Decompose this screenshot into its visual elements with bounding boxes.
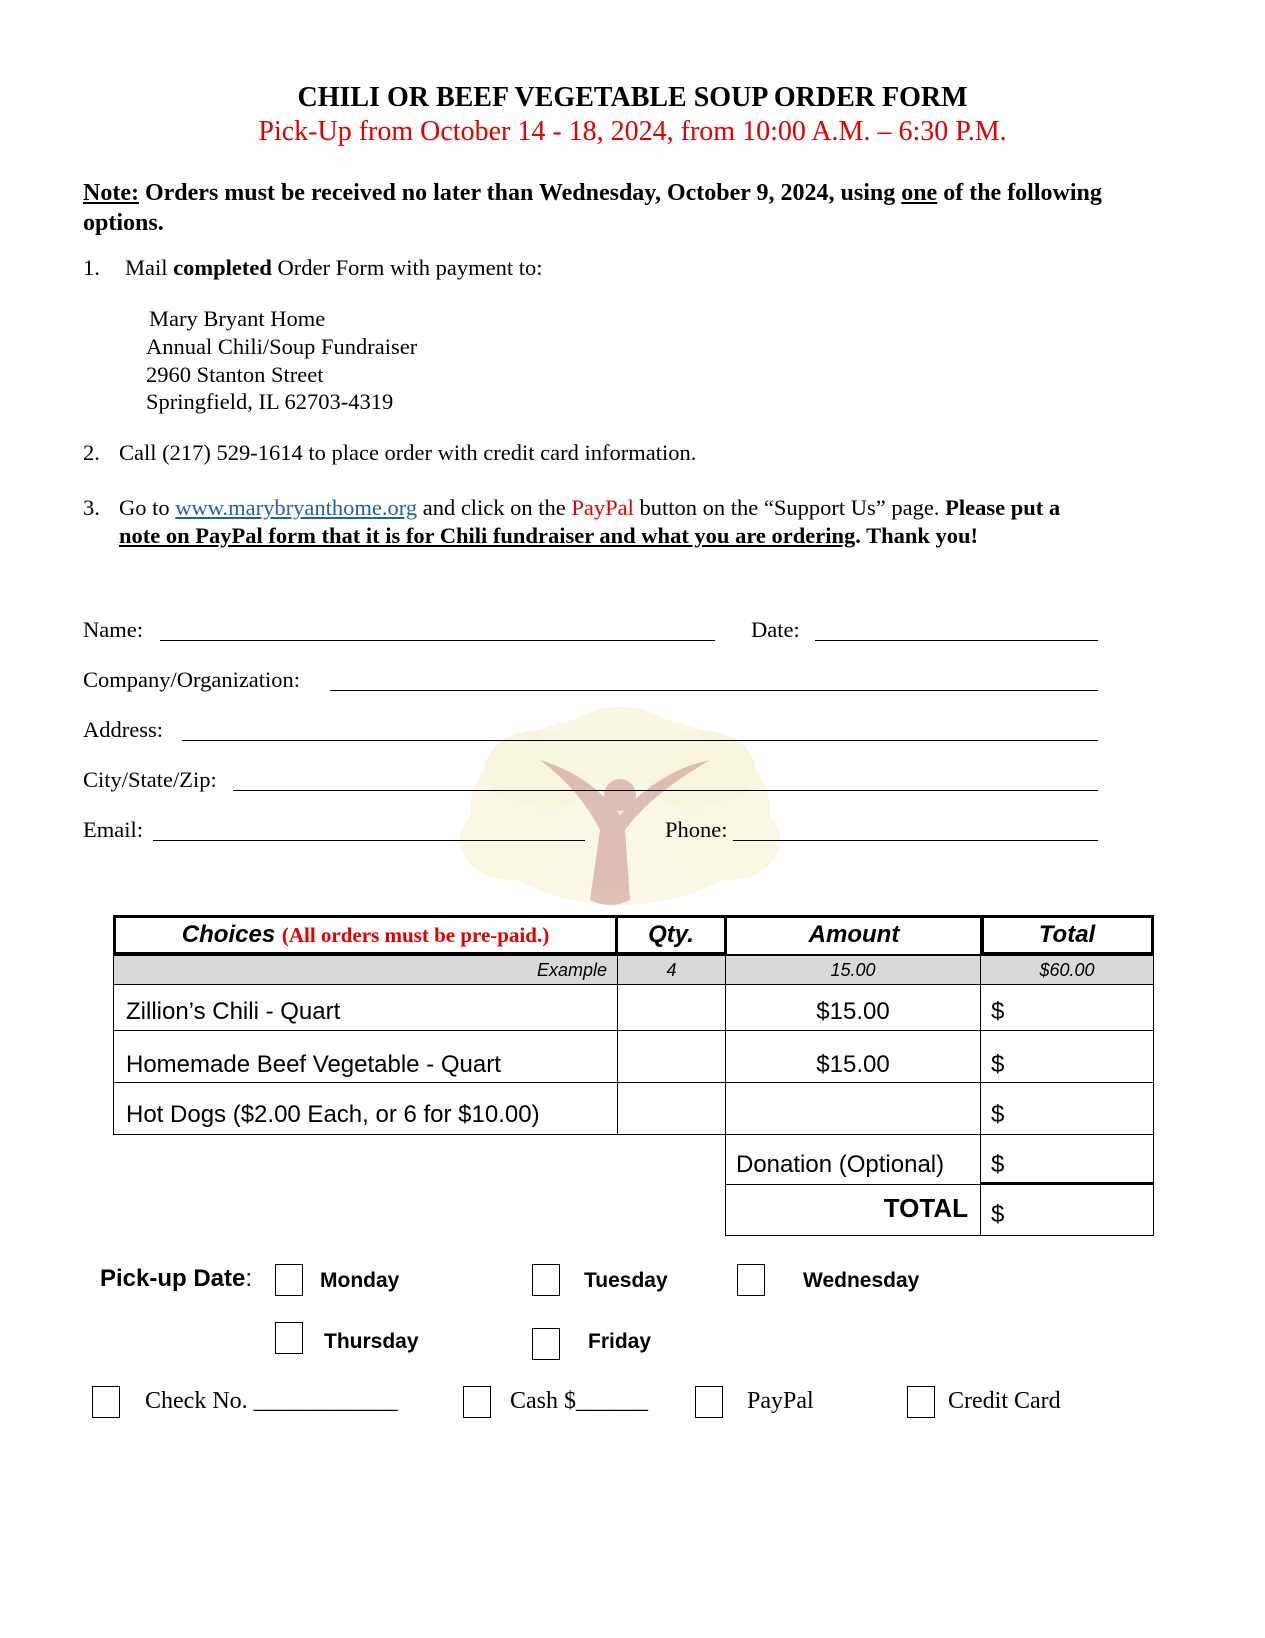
option-2-number: 2. [83,440,100,465]
phone-label: Phone: [665,817,728,842]
email-label: Email: [83,817,143,842]
tuesday-checkbox[interactable] [532,1264,560,1296]
header-choices-label: Choices [181,921,276,948]
credit-card-checkbox[interactable] [907,1386,935,1418]
address-line-2: Annual Chili/Soup Fundraiser [146,334,418,359]
qty-hot-dogs[interactable] [617,1082,726,1135]
donation-label: Donation (Optional) [725,1134,981,1185]
total-hot-dogs[interactable]: $ [980,1082,1154,1135]
opt3-bold: Please put a [945,495,1061,520]
example-label: Example [113,955,618,985]
qty-beef-vegetable[interactable] [617,1030,726,1083]
amount-beef-vegetable: $15.00 [725,1030,981,1083]
grand-total-value[interactable]: $ [980,1184,1154,1236]
header-choices [113,915,618,955]
option-3-number: 3. [83,495,100,520]
amount-hot-dogs [725,1082,981,1135]
opt3-paypal: PayPal [571,495,634,520]
cash-label: Cash $______ [510,1388,648,1414]
total-chili[interactable]: $ [980,984,1154,1031]
monday-checkbox[interactable] [275,1264,303,1296]
header-qty: Qty. [615,915,727,955]
opt3-line2-b: . Thank you! [855,523,979,548]
opt1-a: Mail [125,255,174,280]
paypal-label: PayPal [747,1388,814,1414]
check-number-label: Check No. ____________ [145,1388,398,1414]
prepaid-note: (All orders must be pre-paid.) [281,923,550,947]
address-line-3: 2960 Stanton Street [146,362,324,387]
example-amount: 15.00 [725,955,981,985]
opt3-b: and click on the [417,495,572,520]
email-input-line[interactable] [153,840,585,841]
option-1-number: 1. [83,255,100,280]
date-input-line[interactable] [815,640,1098,641]
option-1-text [125,255,542,281]
friday-label: Friday [588,1330,652,1353]
order-deadline-note [83,178,1183,238]
header-choices-text [116,918,615,952]
note-label: Note: [83,180,139,206]
monday-label: Monday [320,1269,400,1292]
address-line-4: Springfield, IL 62703-4319 [146,389,394,414]
city-state-zip-input-line[interactable] [233,790,1098,791]
name-label: Name: [83,617,143,642]
name-input-line[interactable] [160,640,715,641]
address-line-1: Mary Bryant Home [149,306,326,331]
opt3-a: Go to [119,495,176,520]
pickup-window: Pick-Up from October 14 - 18, 2024, from 10:00 A.M. – 6:30 P.M. [258,116,1007,147]
pickup-date-label [100,1265,252,1293]
check-checkbox[interactable] [92,1386,120,1418]
date-label: Date: [751,617,800,642]
credit-card-label: Credit Card [948,1388,1061,1414]
pickup-label-text: Pick-up Date [100,1265,246,1292]
donation-total[interactable]: $ [980,1134,1154,1185]
thursday-label: Thursday [324,1330,419,1353]
item-beef-vegetable: Homemade Beef Vegetable - Quart [113,1030,618,1083]
website-link[interactable]: www.marybryanthome.org [175,495,418,520]
pickup-colon: : [245,1265,253,1292]
tuesday-label: Tuesday [584,1269,668,1292]
item-chili: Zillion’s Chili - Quart [113,984,618,1031]
opt1-b: Order Form with payment to: [271,255,543,280]
phone-input-line[interactable] [733,840,1098,841]
company-label: Company/Organization: [83,667,301,692]
note-emph: one [901,180,938,206]
total-beef-vegetable[interactable]: $ [980,1030,1154,1083]
opt3-c: button on the “Support Us” page. [633,495,946,520]
address-input-line[interactable] [182,740,1098,741]
item-hot-dogs: Hot Dogs ($2.00 Each, or 6 for $10.00) [113,1082,618,1135]
opt3-line2-u: note on PayPal form that it is for Chili fundraiser and what you are ordering [119,523,856,548]
option-2-text: Call (217) 529-1614 to place order with credit card information. [119,440,697,465]
example-total: $60.00 [980,955,1154,985]
opt1-bold: completed [173,255,272,280]
address-label: Address: [83,717,163,742]
qty-chili[interactable] [617,984,726,1031]
header-total: Total [980,915,1154,955]
option-3-line-2 [119,523,978,549]
note-text-b: of the following options. [83,180,1102,236]
amount-chili: $15.00 [725,984,981,1031]
note-text-a: Orders must be received no later than Wednesday, October 9, 2024, using [138,180,902,206]
paypal-checkbox[interactable] [695,1386,723,1418]
header-amount: Amount [724,915,984,955]
mary-bryant-logo-watermark [420,700,820,930]
example-qty: 4 [617,955,726,985]
friday-checkbox[interactable] [532,1328,560,1360]
grand-total-label: TOTAL [725,1184,981,1236]
wednesday-label: Wednesday [803,1269,920,1292]
wednesday-checkbox[interactable] [737,1264,765,1296]
thursday-checkbox[interactable] [275,1322,303,1354]
cash-checkbox[interactable] [463,1386,491,1418]
city-state-zip-label: City/State/Zip: [83,767,217,792]
form-title: CHILI OR BEEF VEGETABLE SOUP ORDER FORM [297,82,968,113]
company-input-line[interactable] [330,690,1098,691]
option-3-line-1 [119,495,1060,521]
